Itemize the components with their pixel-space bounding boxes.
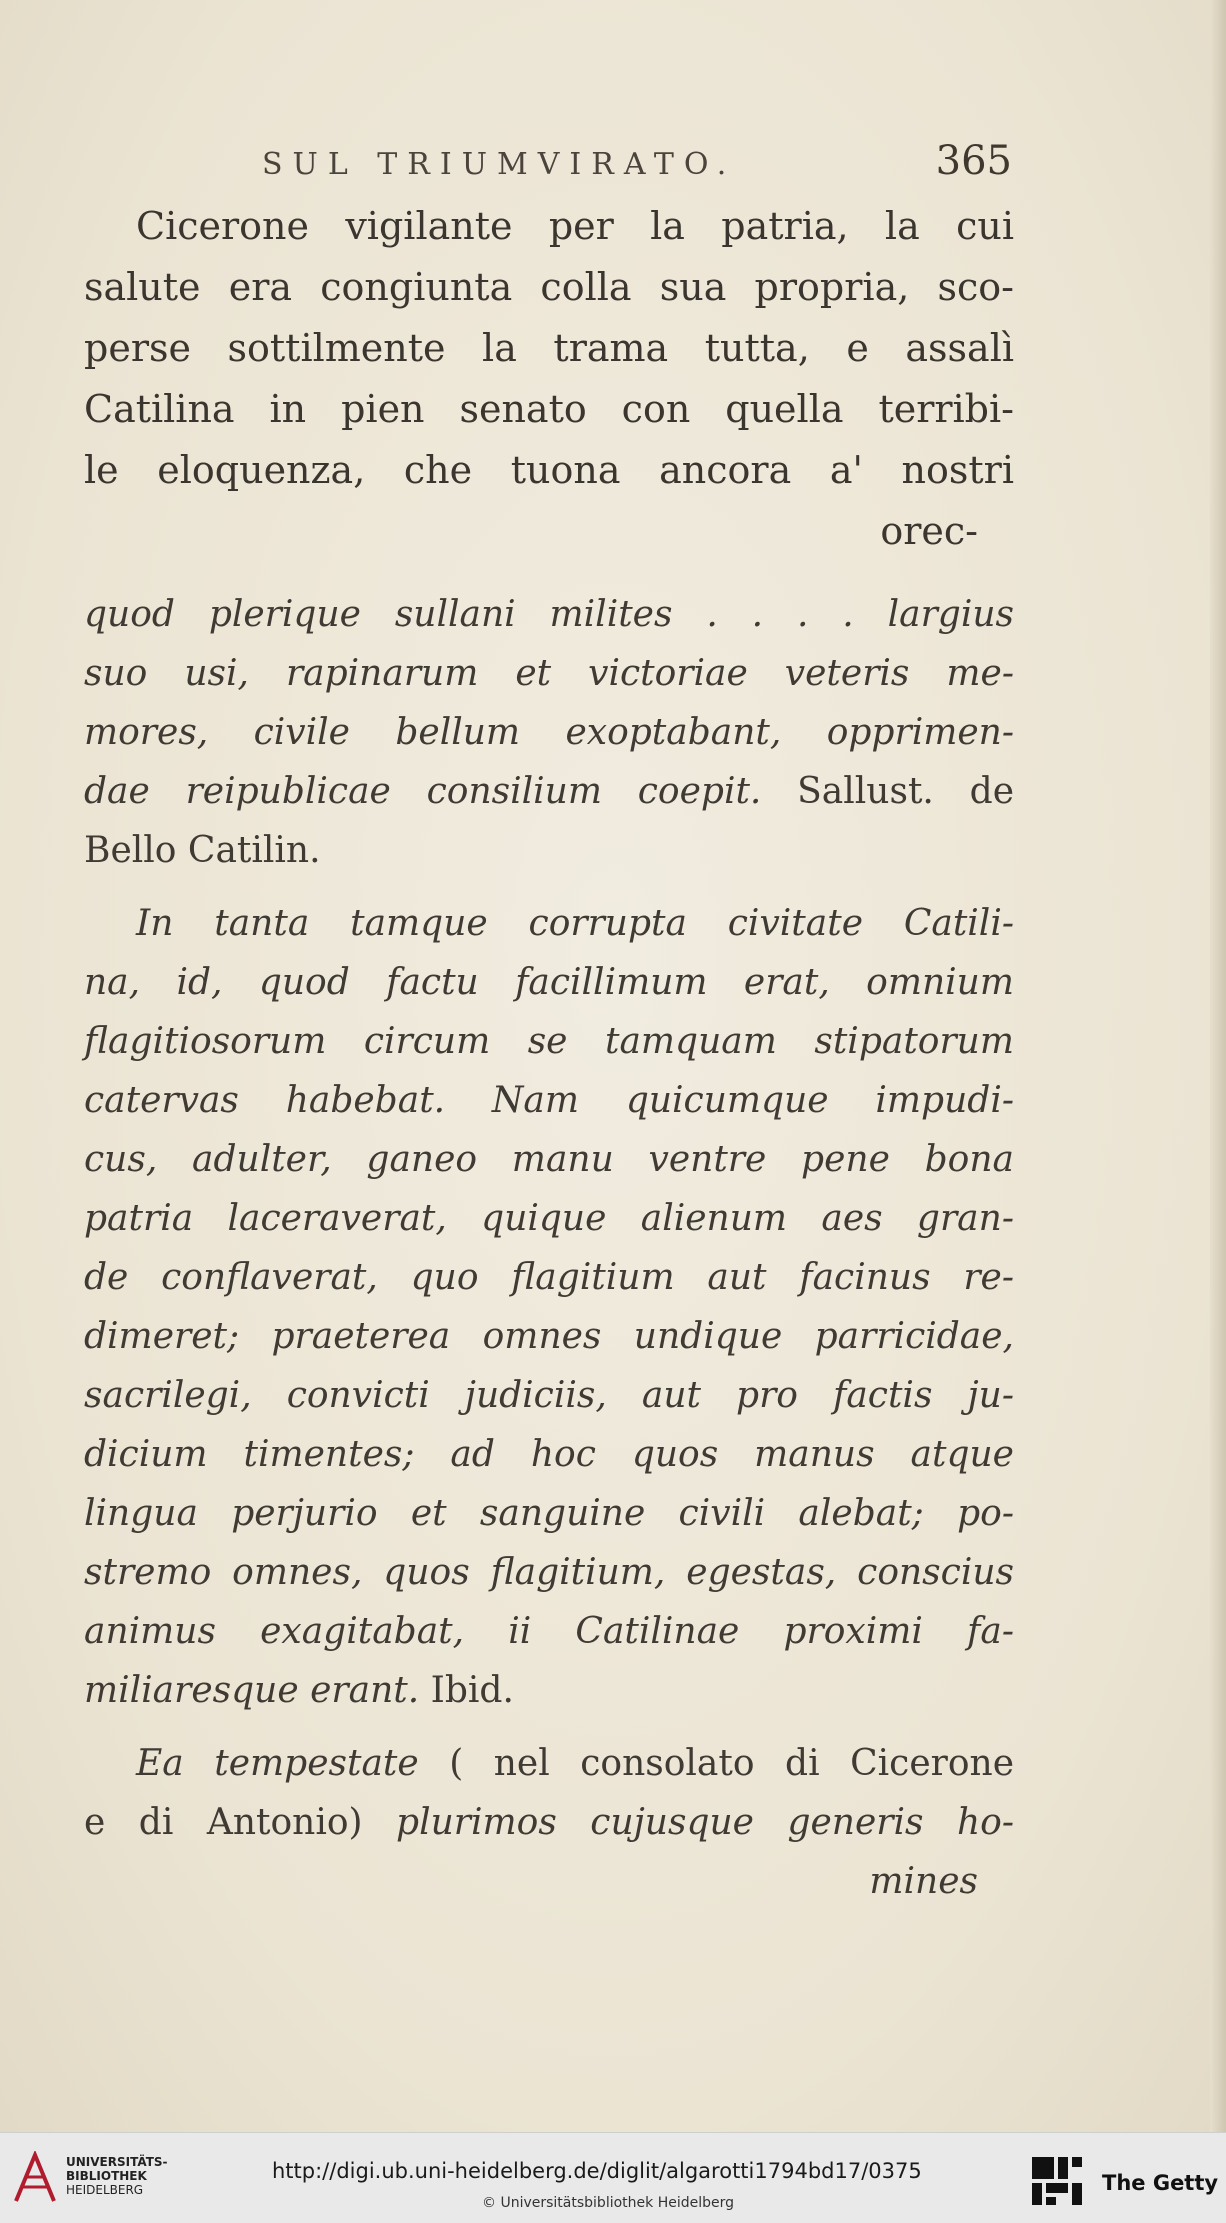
note-line (84, 762, 1014, 821)
note-line: sacrilegi, convicti judiciis, aut pro factis ju- (84, 1375, 1014, 1416)
text-line: Catilina in pien senato con quella terribi- (84, 387, 1014, 431)
note-line: lingua perjurio et sanguine civili alebat; po- (84, 1493, 1014, 1534)
note-line: de conflaverat, quo flagitium aut facinus re- (84, 1257, 1014, 1298)
latin-quote: miliaresque erant. (84, 1670, 420, 1711)
catchword: orec- (880, 509, 978, 553)
page-edge (1210, 0, 1226, 2132)
getty-name: The Getty (1102, 2171, 1219, 2195)
getty-logo-icon (1030, 2155, 1084, 2207)
note-line (84, 1661, 1014, 1720)
note-line (84, 821, 1014, 880)
heidelberg-logo-icon (12, 2151, 58, 2205)
latin-quote: plurimos cujusque generis ho- (396, 1802, 1014, 1843)
copyright-notice: © Universitätsbibliothek Heidelberg (482, 2195, 735, 2211)
page-header (262, 138, 1012, 198)
note-line (84, 585, 1014, 644)
italian-text: e di Antonio) (84, 1802, 397, 1843)
text-line: Cicerone vigilante per la patria, la cui (136, 204, 1014, 248)
latin-quote: suo usi, rapinarum et victoriae veteris me- (84, 653, 1014, 694)
permalink-url[interactable]: http://digi.ub.uni-heidelberg.de/diglit/algarotti1794bd17/0375 (272, 2159, 922, 2183)
note-line: na, id, quod factu facillimum erat, omnium (84, 962, 1014, 1003)
library-name-line2: BIBLIOTHEK (66, 2169, 147, 2183)
library-name-line1: UNIVERSITÄTS- (66, 2155, 168, 2169)
latin-quote: dae reipublicae consilium coepit. (84, 771, 762, 812)
page-number: 365 (935, 138, 1012, 184)
latin-quote: mores, civile bellum exoptabant, opprimen- (84, 712, 1014, 753)
running-head: SUL TRIUMVIRATO. (262, 147, 737, 182)
note-line (84, 1793, 1014, 1852)
italian-text: ( nel consolato di Cicerone (418, 1743, 1014, 1784)
note-line: flagitiosorum circum se tamquam stipatorum (84, 1021, 1014, 1062)
note-line: stremo omnes, quos flagitium, egestas, conscius (84, 1552, 1014, 1593)
latin-quote: quod plerique sullani milites . . . . largius (84, 594, 1014, 635)
latin-quote: Ea tempestate (136, 1743, 419, 1784)
note-line: animus exagitabat, ii Catilinae proximi fa- (84, 1611, 1014, 1652)
text-line: salute era congiunta colla sua propria, sco- (84, 265, 1014, 309)
note-line (84, 644, 1014, 703)
main-text (84, 196, 1014, 562)
note-line: catervas habebat. Nam quicumque impudi- (84, 1080, 1014, 1121)
note-line (84, 1734, 1014, 1793)
library-name (66, 2155, 168, 2197)
note-line: In tanta tamque corrupta civitate Catili- (136, 903, 1014, 944)
library-name-line3: HEIDELBERG (66, 2183, 144, 2197)
note-line (84, 703, 1014, 762)
footnotes (84, 585, 1014, 1911)
catchword: mines (869, 1861, 978, 1902)
citation: Ibid. (419, 1670, 514, 1711)
viewer-footer (0, 2132, 1226, 2223)
text-line: le eloquenza, che tuona ancora a' nostri (84, 448, 1014, 492)
note-line: cus, adulter, ganeo manu ventre pene bona (84, 1139, 1014, 1180)
citation: Sallust. de (761, 771, 1014, 812)
text-line: perse sottilmente la trama tutta, e assalì (84, 326, 1014, 370)
citation: Bello Catilin. (84, 830, 321, 871)
note-line: patria laceraverat, quique alienum aes gran- (84, 1198, 1014, 1239)
note-line: dimeret; praeterea omnes undique parricidae, (84, 1316, 1014, 1357)
note-line: dicium timentes; ad hoc quos manus atque (84, 1434, 1014, 1475)
